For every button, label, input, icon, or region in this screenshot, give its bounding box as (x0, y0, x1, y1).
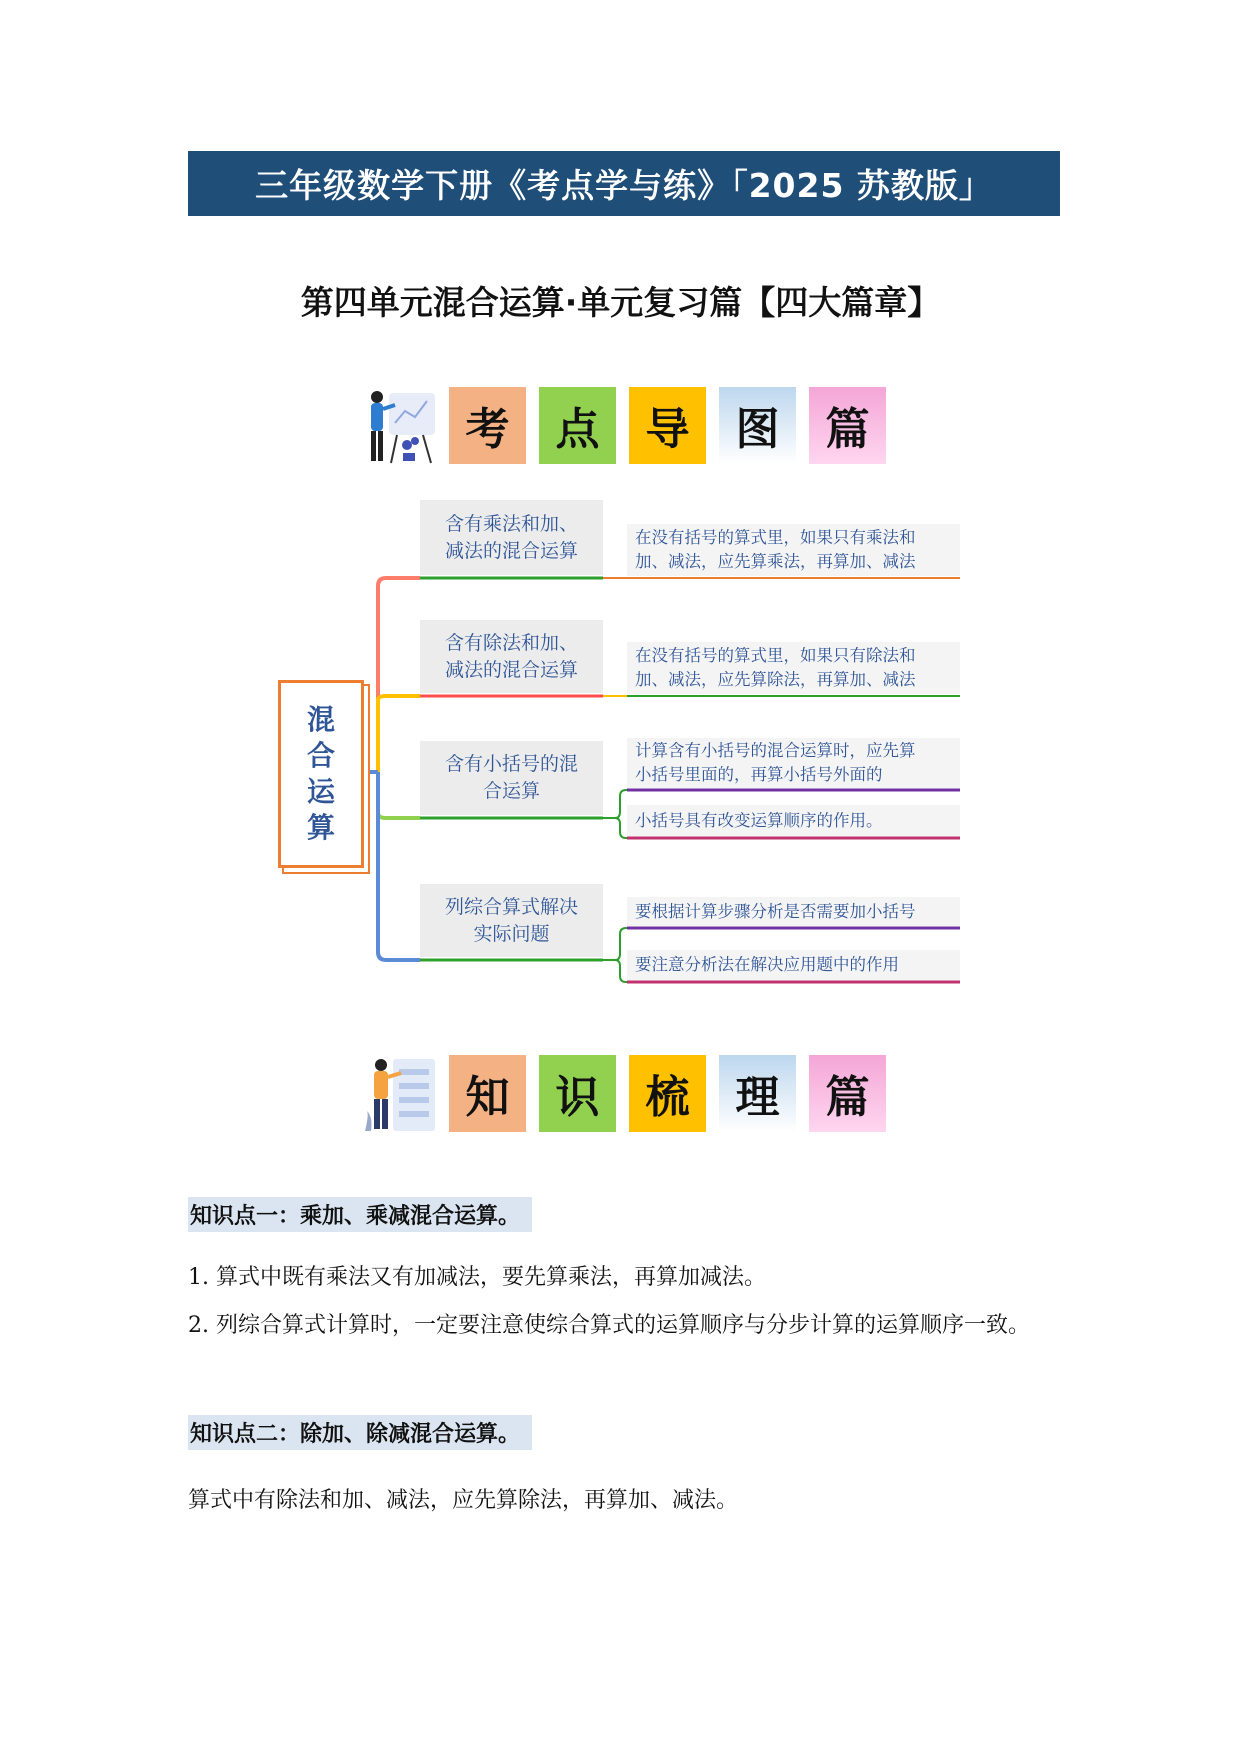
knowledge-tile-5: 篇 (809, 1055, 886, 1132)
mindmap-leaf-4: 小括号具有改变运算顺序的作用。 (627, 805, 960, 836)
concept-mindmap (270, 498, 990, 993)
document-subtitle: 第四单元混合运算·单元复习篇【四大篇章】 (300, 283, 941, 322)
map-tile-2: 点 (539, 387, 616, 464)
presenter-illustration-icon (363, 1053, 441, 1133)
map-tile-3: 导 (629, 387, 706, 464)
map-tile-4: 图 (719, 387, 796, 464)
mindmap-leaf-5: 要根据计算步骤分析是否需要加小括号 (627, 897, 960, 926)
presenter-illustration-icon (363, 385, 441, 465)
section-header-map (363, 385, 899, 465)
map-tile-5: 篇 (809, 387, 886, 464)
mindmap-root: 混 合 运 算 (278, 680, 364, 868)
mindmap-leaf-1: 在没有括号的算式里，如果只有乘法和 加、减法，应先算乘法，再算加、减法 (627, 524, 960, 576)
map-tile-1: 考 (449, 387, 526, 464)
knowledge-point-1-item-1: 1. 算式中既有乘法又有加减法，要先算乘法，再算加减法。 (188, 1265, 766, 1290)
section-header-knowledge (363, 1053, 899, 1133)
mindmap-leaf-3: 计算含有小括号的混合运算时，应先算 小括号里面的，再算小括号外面的 (627, 738, 960, 788)
document-banner: 三年级数学下册《考点学与练》「2025 苏教版」 (188, 151, 1060, 216)
mindmap-branch-2: 含有除法和加、 减法的混合运算 (420, 620, 603, 693)
mindmap-branch-3: 含有小括号的混 合运算 (420, 741, 603, 815)
mindmap-branch-1: 含有乘法和加、 减法的混合运算 (420, 500, 603, 575)
knowledge-point-2-title: 知识点二：除加、除减混合运算。 (188, 1415, 532, 1450)
knowledge-tile-1: 知 (449, 1055, 526, 1132)
mindmap-branch-4: 列综合算式解决 实际问题 (420, 884, 603, 957)
mindmap-leaf-6: 要注意分析法在解决应用题中的作用 (627, 950, 960, 980)
mindmap-leaf-2: 在没有括号的算式里，如果只有除法和 加、减法，应先算除法，再算加、减法 (627, 642, 960, 694)
knowledge-tile-2: 识 (539, 1055, 616, 1132)
knowledge-point-2-item-1: 算式中有除法和加、减法，应先算除法，再算加、减法。 (188, 1488, 739, 1513)
knowledge-point-1-title: 知识点一：乘加、乘减混合运算。 (188, 1197, 532, 1232)
knowledge-tile-4: 理 (719, 1055, 796, 1132)
knowledge-tile-3: 梳 (629, 1055, 706, 1132)
knowledge-point-1-item-2: 2. 列综合算式计算时，一定要注意使综合算式的运算顺序与分步计算的运算顺序一致。 (188, 1313, 1030, 1338)
